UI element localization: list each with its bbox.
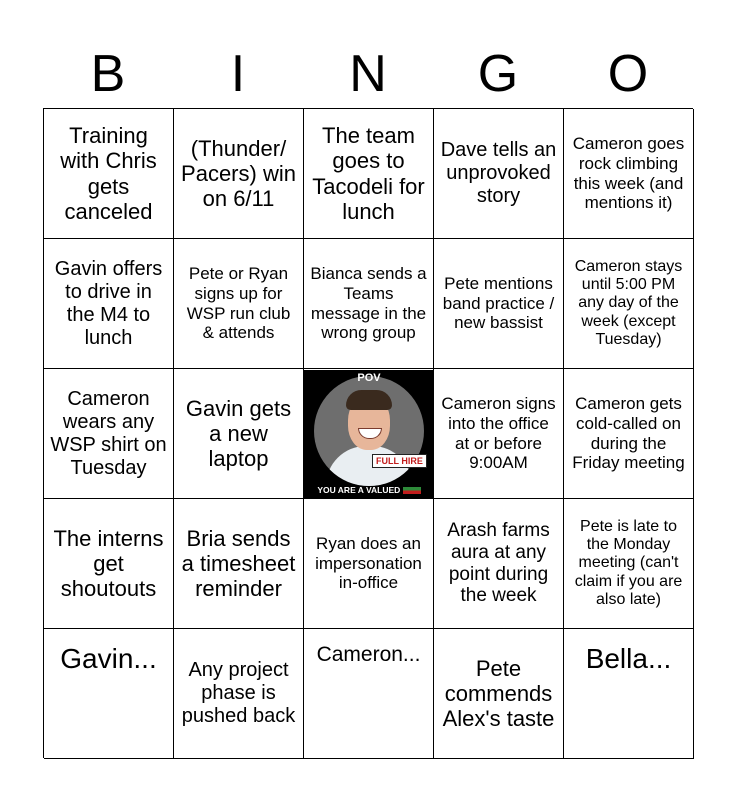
bingo-cell[interactable]: Cameron... bbox=[304, 629, 434, 759]
bingo-cell[interactable]: Ryan does an impersonation in-office bbox=[304, 499, 434, 629]
bingo-header bbox=[43, 40, 693, 108]
bingo-cell[interactable]: Cameron goes rock climbing this week (and mentions it) bbox=[564, 109, 694, 239]
free-space[interactable] bbox=[304, 369, 434, 499]
bingo-cell[interactable]: Gavin offers to drive in the M4 to lunch bbox=[44, 239, 174, 369]
header-letter-g: G bbox=[477, 45, 519, 103]
header-letter-i: I bbox=[230, 45, 246, 103]
bingo-cell[interactable]: Cameron stays until 5:00 PM any day of the week (except Tuesday) bbox=[564, 239, 694, 369]
bingo-cell[interactable]: Pete mentions band practice / new bassist bbox=[434, 239, 564, 369]
header-letter-b: B bbox=[90, 45, 126, 103]
bingo-cell[interactable]: Gavin... bbox=[44, 629, 174, 759]
header-letter-o: O bbox=[607, 45, 649, 103]
header-letter-n: N bbox=[349, 45, 387, 103]
bingo-cell[interactable]: Training with Chris gets canceled bbox=[44, 109, 174, 239]
bingo-cell[interactable]: Bria sends a timesheet reminder bbox=[174, 499, 304, 629]
bingo-cell[interactable]: (Thunder/ Pacers) win on 6/11 bbox=[174, 109, 304, 239]
free-space-caption-text: YOU ARE A VALUED bbox=[317, 484, 401, 495]
free-space-badge: FULL HIRE bbox=[372, 454, 427, 468]
bingo-grid bbox=[43, 108, 693, 758]
bingo-cell[interactable]: Any project phase is pushed back bbox=[174, 629, 304, 759]
portrait-circle bbox=[314, 376, 424, 486]
free-space-title: POV bbox=[357, 371, 381, 384]
bingo-cell[interactable]: Cameron gets cold-called on during the Friday meeting bbox=[564, 369, 694, 499]
free-space-image bbox=[304, 370, 433, 498]
bingo-cell[interactable]: Pete commends Alex's taste bbox=[434, 629, 564, 759]
bingo-cell[interactable]: Cameron signs into the office at or before 9:00AM bbox=[434, 369, 564, 499]
bingo-cell[interactable]: Pete is late to the Monday meeting (can't claim if you are also late) bbox=[564, 499, 694, 629]
bingo-cell[interactable]: Pete or Ryan signs up for WSP run club & attends bbox=[174, 239, 304, 369]
bingo-cell[interactable]: Arash farms aura at any point during the week bbox=[434, 499, 564, 629]
bingo-cell[interactable]: Gavin gets a new laptop bbox=[174, 369, 304, 499]
free-space-caption bbox=[304, 486, 434, 496]
portrait-hair bbox=[346, 390, 392, 410]
bingo-cell[interactable]: Bella... bbox=[564, 629, 694, 759]
bingo-cell[interactable]: Dave tells an unprovoked story bbox=[434, 109, 564, 239]
bingo-cell[interactable]: The interns get shoutouts bbox=[44, 499, 174, 629]
bingo-cell[interactable]: Bianca sends a Teams message in the wrong group bbox=[304, 239, 434, 369]
logo-stripe-icon bbox=[403, 487, 421, 494]
bingo-cell[interactable]: The team goes to Tacodeli for lunch bbox=[304, 109, 434, 239]
bingo-cell[interactable]: Cameron wears any WSP shirt on Tuesday bbox=[44, 369, 174, 499]
